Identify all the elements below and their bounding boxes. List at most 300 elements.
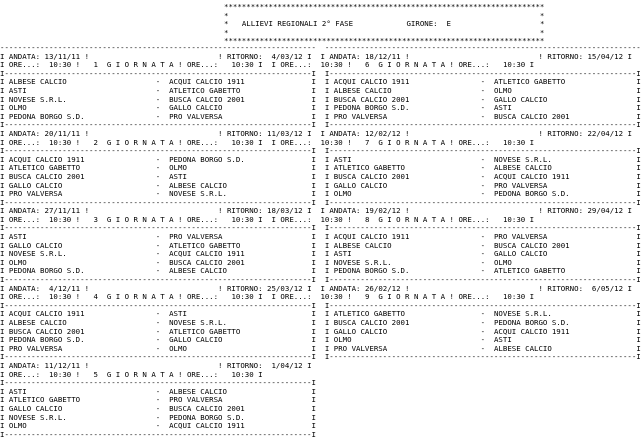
ritorno-date: 18/03/12: [267, 206, 303, 216]
edge: I: [324, 154, 334, 164]
edge: I: [511, 257, 641, 267]
edge: I: [226, 386, 316, 396]
edge: I: [253, 214, 263, 224]
category-title: ALLIEVI REGIONALI 2° FASE: [241, 19, 354, 29]
edge: I: [186, 171, 316, 181]
match-home-team: OLMO: [8, 257, 27, 267]
edge: I: [551, 154, 641, 164]
match-away-team: OLMO: [169, 343, 187, 353]
ore-label: ORE...:: [186, 137, 219, 147]
match-home-team: NOVESE S.R.L.: [8, 249, 67, 259]
separator: -: [62, 189, 170, 199]
match-home-team: PRO VALVERSA: [8, 189, 63, 199]
block-divider: I---------------------------------------------------------------------I: [324, 68, 641, 78]
match-home-team: ACQUI CALCIO 1911: [333, 77, 410, 87]
andata-time: 10:30: [48, 137, 72, 147]
match-away-team: OLMO: [493, 257, 512, 267]
match-away-team: ACQUI CALCIO 1911: [169, 77, 245, 87]
edge: I: [0, 292, 9, 302]
edge: I: [253, 292, 263, 302]
andata-time: 10:30: [48, 214, 72, 224]
edge: I: [324, 343, 334, 353]
girone-value: E: [446, 19, 451, 29]
giornata-label: G I O R N A T A: [106, 292, 174, 302]
edge: !: [445, 292, 459, 302]
ritorno-time: 10:30: [231, 369, 254, 379]
ore-label: ORE...:: [458, 60, 490, 70]
edge: I: [240, 85, 316, 95]
andata-date: 11/12/11: [44, 360, 81, 370]
giornata-label: G I O R N A T A: [106, 214, 174, 224]
ritorno-label: RITORNO:: [226, 283, 263, 293]
match-away-team: GALLO CALCIO: [493, 94, 548, 104]
separator: -: [351, 249, 494, 259]
edge: !: [445, 60, 459, 70]
round-number: 3: [93, 214, 98, 224]
ritorno-date: 11/03/12: [267, 128, 303, 138]
edge: I: [0, 51, 9, 61]
edge: I: [226, 180, 316, 190]
edge: I: [222, 232, 316, 242]
match-home-team: GALLO CALCIO: [8, 240, 63, 250]
andata-label: ANDATA:: [329, 283, 361, 293]
edge: I: [511, 85, 641, 95]
andata-label: ANDATA:: [329, 206, 361, 216]
edge: I: [0, 240, 9, 250]
match-home-team: ASTI: [8, 85, 27, 95]
round-number: 7: [364, 137, 370, 147]
match-away-team: ACQUI CALCIO 1911: [169, 249, 245, 259]
grid-border: -----------------------------------------------------------------------: [324, 43, 641, 52]
match-home-team: PEDONA BORGO S.D.: [333, 103, 410, 113]
edge: I: [0, 395, 9, 405]
edge: I: [0, 421, 9, 431]
separator: -: [84, 111, 170, 121]
edge: I: [222, 111, 316, 121]
edge: I: [569, 111, 641, 121]
block-divider: I---------------------------------------------------------------------I: [0, 429, 316, 439]
edge: I: [226, 189, 316, 199]
separator: -: [84, 326, 170, 336]
edge: I: [0, 60, 9, 70]
andata-label: ANDATA:: [8, 128, 41, 138]
block-divider: I---------------------------------------------------------------------I: [324, 197, 641, 207]
andata-label: ANDATA:: [8, 206, 41, 216]
edge: ! !: [80, 360, 227, 370]
ore-label: ORE...:: [186, 292, 219, 302]
match-away-team: NOVESE S.R.L.: [169, 318, 227, 327]
andata-date: 27/11/11: [44, 206, 81, 216]
ore-label: ORE...:: [8, 214, 41, 224]
match-home-team: GALLO CALCIO: [333, 326, 388, 336]
edge: !: [173, 214, 187, 224]
giornata-label: G I O R N A T A: [106, 60, 174, 70]
match-home-team: NOVESE S.R.L.: [8, 412, 67, 422]
block-divider: I---------------------------------------------------------------------I: [324, 352, 641, 362]
separator: -: [80, 163, 170, 173]
ore-label: ORE...:: [186, 60, 219, 70]
match-away-team: ALBESE CALCIO: [169, 180, 227, 190]
match-away-team: GALLO CALCIO: [169, 335, 223, 345]
edge: I: [186, 343, 316, 353]
edge: I: [302, 283, 312, 293]
ritorno-label: RITORNO:: [547, 283, 584, 293]
match-home-team: ASTI: [8, 386, 27, 396]
match-home-team: ALBESE CALCIO: [8, 77, 67, 87]
edge: I: [0, 85, 9, 95]
header-border: ************************************************************************: [224, 36, 545, 46]
edge: I: [302, 51, 312, 61]
match-away-team: ALBESE CALCIO: [169, 266, 227, 276]
separator: -: [62, 403, 170, 413]
separator: -: [66, 94, 170, 104]
header-border: * *: [224, 27, 545, 37]
match-away-team: PRO VALVERSA: [169, 232, 223, 242]
andata-label: ANDATA:: [8, 283, 41, 293]
gap: [316, 430, 325, 439]
match-home-team: ALBESE CALCIO: [333, 85, 392, 95]
block-divider: I---------------------------------------------------------------------I: [0, 68, 316, 78]
giornata-label: G I O R N A T A: [378, 60, 446, 70]
separator: -: [66, 249, 170, 259]
edge: I: [244, 403, 316, 413]
edge: I: [244, 257, 316, 267]
girone-label: GIRONE:: [406, 19, 438, 29]
edge: I: [551, 163, 641, 173]
edge: !: [71, 369, 94, 379]
ore-label: ORE...:: [186, 369, 219, 379]
separator: -: [62, 180, 170, 190]
giornata-label: G I O R N A T A: [378, 137, 446, 147]
andata-label: ANDATA:: [329, 51, 361, 61]
edge: ! !: [400, 206, 548, 216]
match-home-team: BUSCA CALCIO 2001: [8, 171, 85, 181]
edge: !: [173, 137, 187, 147]
match-away-team: GALLO CALCIO: [169, 103, 223, 113]
edge: I: [551, 309, 641, 319]
edge: I: [244, 421, 316, 431]
ore-label: ORE...:: [8, 292, 41, 302]
match-away-team: ACQUI CALCIO 1911: [169, 421, 245, 431]
edge: I: [302, 206, 312, 216]
block-divider: I---------------------------------------------------------------------I: [0, 146, 316, 156]
match-home-team: OLMO: [333, 335, 352, 345]
edge: I: [324, 94, 334, 104]
separator: -: [404, 309, 494, 319]
edge: !: [71, 292, 94, 302]
header-border: *: [224, 19, 242, 29]
ore-label: ORE...:: [280, 214, 312, 224]
edge: I: [623, 128, 632, 138]
match-away-team: ATLETICO GABETTO: [169, 326, 241, 336]
round-number: 5: [93, 369, 98, 379]
separator: -: [409, 77, 494, 87]
edge: I: [0, 214, 9, 224]
edge: I: [0, 154, 9, 164]
separator: -: [66, 77, 170, 87]
ritorno-time: 10:30: [231, 137, 254, 147]
match-away-team: ATLETICO GABETTO: [493, 266, 566, 276]
separator: -: [351, 154, 494, 164]
edge: I: [226, 266, 316, 276]
separator: -: [409, 266, 494, 276]
match-home-team: PEDONA BORGO S.D.: [8, 335, 85, 345]
edge: I: [623, 51, 632, 61]
edge: !: [342, 137, 365, 147]
edge: I: [569, 318, 641, 327]
separator: -: [84, 171, 170, 181]
edge: I: [0, 386, 9, 396]
ritorno-date: 15/04/12: [587, 51, 624, 61]
ore-label: ORE...:: [280, 137, 312, 147]
edge: I: [244, 94, 316, 104]
ore-label: ORE...:: [458, 137, 490, 147]
separator: -: [80, 395, 170, 405]
match-home-team: PRO VALVERSA: [333, 343, 388, 353]
ritorno-date: 25/03/12: [267, 283, 303, 293]
ritorno-label: RITORNO:: [226, 206, 263, 216]
match-away-team: PEDONA BORGO S.D.: [493, 189, 570, 199]
edge: I: [511, 335, 641, 345]
edge: I: [302, 360, 312, 370]
andata-time: 10:30: [48, 292, 72, 302]
edge: I: [547, 94, 641, 104]
match-away-team: ASTI: [169, 309, 187, 319]
category-header-box: [224, 3, 544, 46]
match-away-team: OLMO: [169, 163, 187, 173]
edge: I: [0, 189, 9, 199]
separator: -: [387, 326, 494, 336]
match-away-team: BUSCA CALCIO 2001: [493, 111, 570, 121]
edge: I: [222, 103, 316, 113]
ritorno-time: 10:30: [502, 60, 526, 70]
separator: -: [391, 257, 494, 267]
andata-date: 18/12/11: [364, 51, 401, 61]
match-away-team: ALBESE CALCIO: [169, 386, 227, 396]
edge: I: [320, 206, 330, 216]
match-home-team: OLMO: [8, 421, 27, 431]
edge: I: [271, 60, 281, 70]
edge: I: [324, 266, 334, 276]
ore-label: ORE...:: [186, 214, 219, 224]
block-divider: I---------------------------------------------------------------------I: [0, 275, 316, 285]
match-away-team: ATLETICO GABETTO: [169, 240, 241, 250]
match-away-team: PEDONA BORGO S.D.: [169, 412, 245, 422]
match-home-team: PEDONA BORGO S.D.: [333, 266, 410, 276]
edge: I: [0, 266, 9, 276]
edge: I: [320, 283, 330, 293]
andata-time: 10:30: [48, 369, 72, 379]
separator: -: [409, 232, 494, 242]
edge: I: [0, 369, 9, 379]
separator: -: [391, 85, 494, 95]
ritorno-label: RITORNO:: [547, 206, 584, 216]
edge: !: [71, 60, 94, 70]
separator: -: [387, 111, 494, 121]
edge: I: [324, 189, 334, 199]
ritorno-time: 10:30: [502, 137, 526, 147]
separator: -: [84, 154, 170, 164]
ore-label: ORE...:: [458, 214, 490, 224]
separator: -: [409, 318, 494, 327]
edge: I: [569, 326, 641, 336]
match-away-team: BUSCA CALCIO 2001: [169, 257, 245, 267]
edge: I: [547, 232, 641, 242]
match-away-team: ASTI: [493, 335, 512, 345]
match-away-team: PEDONA BORGO S.D.: [169, 154, 245, 164]
ore-label: ORE...:: [8, 369, 41, 379]
edge: I: [623, 283, 632, 293]
edge: I: [569, 240, 641, 250]
edge: I: [0, 343, 9, 353]
edge: I: [511, 103, 641, 113]
separator: -: [387, 343, 494, 353]
edge: I: [324, 249, 334, 259]
match-home-team: ALBESE CALCIO: [8, 318, 67, 327]
edge: I: [240, 240, 316, 250]
ritorno-time: 10:30: [231, 60, 254, 70]
match-away-team: ACQUI CALCIO 1911: [493, 326, 570, 336]
block-divider: I---------------------------------------------------------------------I: [324, 120, 641, 130]
edge: I: [244, 77, 316, 87]
match-away-team: BUSCA CALCIO 2001: [169, 403, 245, 413]
separator: -: [66, 318, 170, 327]
separator: -: [409, 103, 494, 113]
separator: -: [66, 412, 170, 422]
andata-date: 26/02/12: [364, 283, 401, 293]
edge: !: [445, 137, 459, 147]
ritorno-date: 4/03/12: [267, 51, 303, 61]
match-away-team: ATLETICO GABETTO: [493, 77, 566, 87]
andata-label: ANDATA:: [329, 128, 361, 138]
separator: -: [409, 94, 494, 104]
separator: -: [84, 309, 170, 319]
separator: -: [26, 85, 170, 95]
match-home-team: OLMO: [333, 189, 352, 199]
separator: -: [391, 240, 494, 250]
giornata-label: G I O R N A T A: [378, 214, 446, 224]
edge: I: [0, 103, 9, 113]
match-away-team: PRO VALVERSA: [493, 180, 548, 190]
edge: I: [0, 232, 9, 242]
round-number: 6: [364, 60, 370, 70]
block-divider: I---------------------------------------------------------------------I: [0, 352, 316, 362]
edge: I: [0, 137, 9, 147]
edge: I: [324, 257, 334, 267]
edge: !: [342, 292, 365, 302]
match-home-team: ACQUI CALCIO 1911: [333, 232, 410, 242]
edge: I: [320, 128, 330, 138]
giornata-label: G I O R N A T A: [106, 369, 174, 379]
match-home-team: PRO VALVERSA: [8, 343, 63, 353]
block-divider: I---------------------------------------------------------------------I: [0, 378, 316, 388]
edge: I: [324, 335, 334, 345]
andata-time: 10:30: [320, 292, 343, 302]
ritorno-time: 10:30: [231, 214, 254, 224]
edge: ! !: [80, 128, 227, 138]
edge: ! !: [400, 283, 548, 293]
edge: I: [0, 94, 9, 104]
match-home-team: ACQUI CALCIO 1911: [8, 154, 85, 164]
match-home-team: ATLETICO GABETTO: [333, 309, 405, 319]
edge: I: [324, 103, 334, 113]
match-away-team: NOVESE S.R.L.: [169, 189, 227, 199]
match-home-team: ATLETICO GABETTO: [8, 163, 81, 173]
edge: I: [0, 257, 9, 267]
ritorno-time: 10:30: [502, 292, 526, 302]
edge: !: [173, 60, 187, 70]
edge: I: [324, 232, 334, 242]
edge: I: [0, 128, 9, 138]
match-home-team: BUSCA CALCIO 2001: [333, 171, 410, 181]
grid-border: -----------------------------------------------------------------------: [0, 43, 316, 52]
edge: I: [222, 335, 316, 345]
schedule-grid: [0, 44, 641, 439]
edge: I: [525, 137, 535, 147]
header-border: *: [539, 19, 545, 29]
match-home-team: NOVESE S.R.L.: [333, 257, 392, 267]
edge: I: [324, 326, 334, 336]
edge: I: [324, 171, 334, 181]
edge: ! !: [80, 51, 227, 61]
round-number: 9: [364, 292, 370, 302]
separator: -: [409, 171, 494, 181]
match-home-team: ALBESE CALCIO: [333, 240, 392, 250]
edge: ! !: [80, 283, 227, 293]
match-away-team: BUSCA CALCIO 2001: [493, 240, 570, 250]
edge: I: [186, 309, 316, 319]
edge: I: [186, 163, 316, 173]
giornata-label: G I O R N A T A: [378, 292, 446, 302]
edge: I: [0, 335, 9, 345]
edge: I: [324, 111, 334, 121]
edge: I: [0, 171, 9, 181]
edge: I: [324, 77, 334, 87]
edge: I: [0, 326, 9, 336]
edge: I: [0, 111, 9, 121]
match-away-team: PRO VALVERSA: [169, 395, 223, 405]
match-away-team: ALBESE CALCIO: [493, 163, 552, 173]
giornata-label: G I O R N A T A: [106, 137, 174, 147]
edge: I: [0, 403, 9, 413]
match-away-team: PEDONA BORGO S.D.: [493, 318, 570, 327]
ritorno-label: RITORNO:: [547, 51, 584, 61]
edge: I: [547, 249, 641, 259]
match-away-team: PRO VALVERSA: [493, 232, 548, 242]
match-home-team: ACQUI CALCIO 1911: [8, 309, 85, 319]
match-away-team: ACQUI CALCIO 1911: [493, 171, 570, 181]
block-divider: I---------------------------------------------------------------------I: [0, 197, 316, 207]
andata-date: 13/11/11: [44, 51, 81, 61]
edge: I: [0, 77, 9, 87]
separator: -: [26, 232, 170, 242]
andata-date: 20/11/11: [44, 128, 81, 138]
ore-label: ORE...:: [8, 137, 41, 147]
edge: I: [0, 163, 9, 173]
edge: I: [253, 60, 263, 70]
round-number: 2: [93, 137, 98, 147]
block-divider: I---------------------------------------------------------------------I: [0, 300, 316, 310]
edge: !: [445, 214, 459, 224]
match-home-team: GALLO CALCIO: [333, 180, 388, 190]
separator: -: [26, 257, 170, 267]
header-border: * *: [224, 10, 545, 20]
edge: I: [324, 85, 334, 95]
andata-time: 10:30: [48, 60, 72, 70]
edge: ! !: [400, 128, 548, 138]
match-away-team: GALLO CALCIO: [493, 249, 548, 259]
edge: I: [253, 137, 263, 147]
